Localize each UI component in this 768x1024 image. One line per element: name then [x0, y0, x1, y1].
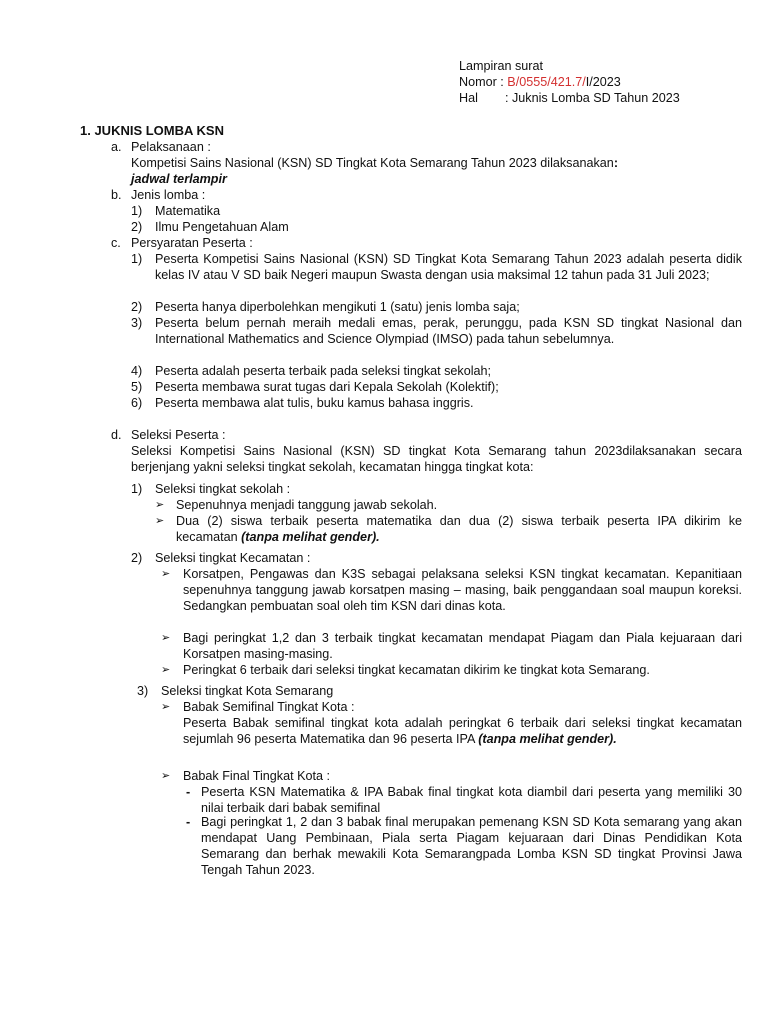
final-point: Bagi peringkat 1, 2 dan 3 babak final merupakan pemenang KSN SD Kota semarang yang akan mendapat Uang Pembinaan, Piala serta Piagam kejuaraan dari Dinas Pendidikan Kota Semarang dan berhak mewakili Kota Semarangpada Lomba KSN SD tingkat Provinsi Jawa Tengah Tahun 2023.	[201, 815, 742, 877]
item-a-marker: a.	[111, 140, 122, 154]
arrow-bullet-icon: ➢	[155, 498, 165, 511]
competition-type-item: Matematika	[155, 204, 221, 218]
requirement-number: 1)	[131, 252, 143, 266]
item-b-marker: b.	[111, 188, 122, 202]
section-title: 1. JUKNIS LOMBA KSN	[80, 123, 224, 138]
letter-subject-value: : Juknis Lomba SD Tahun 2023	[505, 91, 680, 105]
competition-type-number: 2)	[131, 220, 143, 234]
final-title: Babak Final Tingkat Kota :	[183, 769, 331, 783]
requirement-number: 5)	[131, 380, 143, 394]
requirement-number: 3)	[131, 316, 143, 330]
requirement-item: Peserta belum pernah meraih medali emas, perak, perunggu, pada KSN SD tingkat Nasional dan International Mathematics and Science Olympiad (IMSO) pada tahun sebelumnya.	[155, 316, 742, 346]
item-a-text	[131, 155, 618, 171]
final-point: Peserta KSN Matematika & IPA Babak final tingkat kota diambil dari peserta yang memiliki 30 nilai terbaik dari babak semifinal	[201, 785, 742, 815]
letter-subject-label: Hal	[459, 91, 478, 105]
selection-level-number: 3)	[137, 684, 149, 698]
dash-bullet-icon: -	[186, 785, 191, 799]
requirement-item: Peserta membawa surat tugas dari Kepala Sekolah (Kolektif);	[155, 380, 499, 394]
letter-number-label: Nomor :	[459, 75, 508, 89]
requirement-item: Peserta hanya diperbolehkan mengikuti 1 (satu) jenis lomba saja;	[155, 300, 520, 314]
requirement-item: Peserta adalah peserta terbaik pada seleksi tingkat sekolah;	[155, 364, 492, 378]
school-selection-point-text: Dua (2) siswa terbaik peserta matematika dan dua (2) siswa terbaik peserta IPA dikirim ke kecamatan	[176, 514, 742, 544]
item-a-colon: :	[613, 156, 619, 170]
selection-intro: Seleksi Kompetisi Sains Nasional (KSN) SD tingkat Kota Semarang tahun 2023dilaksanakan secara berjenjang yakni seleksi tingkat sekolah, kecamatan hingga tingkat kota:	[131, 444, 742, 474]
gender-note: (tanpa melihat gender).	[478, 732, 617, 746]
item-a-schedule: jadwal terlampir	[131, 172, 227, 186]
competition-type-item: Ilmu Pengetahuan Alam	[155, 220, 289, 234]
requirement-number: 4)	[131, 364, 143, 378]
competition-type-number: 1)	[131, 204, 143, 218]
item-d-label: Seleksi Peserta :	[131, 428, 226, 442]
item-a-sentence: Kompetisi Sains Nasional (KSN) SD Tingkat Kota Semarang Tahun 2023 dilaksanakan	[131, 156, 614, 170]
item-b-label: Jenis lomba :	[131, 188, 206, 202]
item-d-marker: d.	[111, 428, 122, 442]
item-c-marker: c.	[111, 236, 121, 250]
dash-bullet-icon: -	[186, 815, 191, 829]
selection-level-number: 2)	[131, 551, 143, 565]
arrow-bullet-icon: ➢	[161, 769, 171, 782]
requirement-number: 6)	[131, 396, 143, 410]
school-selection-point: Sepenuhnya menjadi tanggung jawab sekolah.	[176, 498, 438, 512]
letter-number-code: B/0555/421.7/	[507, 75, 586, 89]
district-selection-title: Seleksi tingkat Kecamatan :	[155, 551, 311, 565]
district-selection-point: Korsatpen, Pengawas dan K3S sebagai pelaksana seleksi KSN tingkat kecamatan. Kepanitiaan sepenuhnya tanggung jawab korsatpen masing – masing, baik penggandaan soal maupun koreksi. Sedangkan pembuatan soal oleh tim KSN dari dinas kota.	[183, 567, 742, 613]
semifinal-description	[183, 715, 742, 747]
district-selection-point: Bagi peringkat 1,2 dan 3 terbaik tingkat kecamatan mendapat Piagam dan Piala kejuaraan dari Korsatpen masing-masing.	[183, 631, 742, 661]
letter-number-suffix: I/2023	[585, 75, 621, 89]
semifinal-title: Babak Semifinal Tingkat Kota :	[183, 700, 355, 714]
school-selection-title: Seleksi tingkat sekolah :	[155, 482, 291, 496]
letter-number	[459, 74, 621, 90]
item-a-label: Pelaksanaan :	[131, 140, 211, 154]
arrow-bullet-icon: ➢	[161, 631, 171, 644]
arrow-bullet-icon: ➢	[161, 663, 171, 676]
letter-attachment-label: Lampiran surat	[459, 59, 543, 73]
semifinal-text: Peserta Babak semifinal tingkat kota adalah peringkat 6 terbaik dari seleksi tingkat kecamatan sejumlah 96 peserta Matematika dan 96 peserta IPA	[183, 716, 742, 746]
city-selection-title: Seleksi tingkat Kota Semarang	[161, 684, 334, 698]
arrow-bullet-icon: ➢	[155, 514, 165, 527]
arrow-bullet-icon: ➢	[161, 700, 171, 713]
school-selection-point	[176, 513, 742, 545]
selection-level-number: 1)	[131, 482, 143, 496]
district-selection-point: Peringkat 6 terbaik dari seleksi tingkat kecamatan dikirim ke tingkat kota Semarang.	[183, 663, 650, 677]
item-c-label: Persyaratan Peserta :	[131, 236, 253, 250]
requirement-item: Peserta Kompetisi Sains Nasional (KSN) SD Tingkat Kota Semarang Tahun 2023 adalah peserta didik kelas IV atau V SD baik Negeri maupun Swasta dengan usia maksimal 12 tahun pada 31 Juli 2023;	[155, 252, 742, 282]
requirement-number: 2)	[131, 300, 143, 314]
gender-note: (tanpa melihat gender).	[241, 530, 380, 544]
requirement-item: Peserta membawa alat tulis, buku kamus bahasa inggris.	[155, 396, 474, 410]
arrow-bullet-icon: ➢	[161, 567, 171, 580]
